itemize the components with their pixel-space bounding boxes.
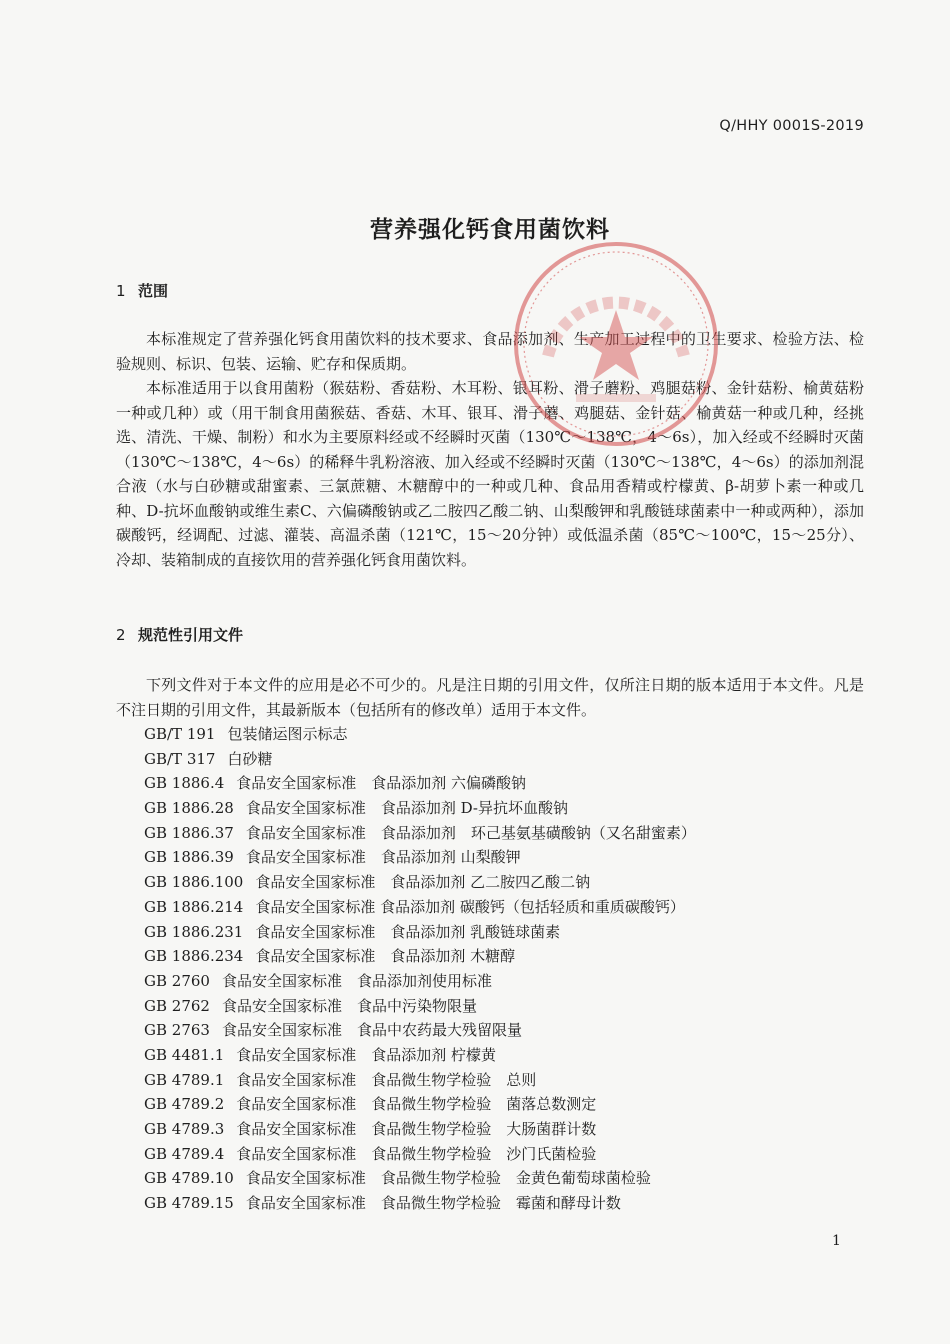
- reference-code: GB/T 317: [144, 749, 216, 768]
- reference-title: 食品安全国家标准 食品微生物学检验 霉菌和酵母计数: [245, 1194, 621, 1213]
- reference-code: GB 4789.15: [144, 1194, 234, 1213]
- reference-title: 食品安全国家标准 食品中农药最大残留限量: [221, 1021, 522, 1040]
- reference-title: 食品安全国家标准 食品添加剂 木糖醇: [255, 947, 516, 966]
- reference-item: [144, 944, 696, 969]
- normative-references-list: [144, 722, 696, 1216]
- reference-title: 食品安全国家标准 食品微生物学检验 金黄色葡萄球菌检验: [245, 1169, 651, 1188]
- reference-code: GB/T 191: [144, 725, 216, 743]
- section-title: 规范性引用文件: [138, 626, 244, 644]
- reference-item: [144, 895, 696, 920]
- reference-code: GB 1886.28: [144, 799, 234, 818]
- reference-title: 食品安全国家标准 食品添加剂使用标准: [221, 971, 492, 990]
- section-2-paragraph-1: 下列文件对于本文件的应用是必不可少的。凡是注日期的引用文件，仅所注日期的版本适用于本文件。凡是不注日期的引用文件，其最新版本（包括所有的修改单）适用于本文件。: [116, 676, 864, 719]
- section-1-heading: [116, 280, 168, 301]
- page-number: 1: [832, 1233, 841, 1249]
- reference-item: [144, 1043, 696, 1068]
- reference-title: 食品安全国家标准 食品微生物学检验 菌落总数测定: [236, 1095, 597, 1114]
- reference-title: 食品安全国家标准 食品微生物学检验 大肠菌群计数: [236, 1120, 597, 1138]
- reference-code: GB 1886.37: [144, 823, 234, 842]
- reference-item: [144, 1117, 696, 1142]
- reference-item: [144, 821, 696, 846]
- reference-item: [144, 994, 696, 1019]
- reference-item: [144, 1092, 696, 1117]
- reference-item: [144, 1166, 696, 1191]
- reference-code: GB 1886.100: [144, 873, 244, 892]
- reference-code: GB 4481.1: [144, 1045, 225, 1064]
- reference-code: GB 4789.2: [144, 1095, 225, 1114]
- reference-code: GB 1886.39: [144, 848, 234, 867]
- reference-title: 白砂糖: [227, 749, 273, 768]
- reference-item: [144, 920, 696, 945]
- reference-title: 食品安全国家标准 食品添加剂 环己基氨基磺酸钠（又名甜蜜素）: [245, 823, 696, 842]
- reference-code: GB 1886.234: [144, 947, 244, 966]
- reference-code: GB 4789.4: [144, 1144, 225, 1163]
- reference-title: 食品安全国家标准 食品微生物学检验 总则: [236, 1070, 537, 1089]
- reference-item: [144, 1068, 696, 1093]
- standard-code: Q/HHY 0001S-2019: [719, 118, 864, 134]
- section-number: 1: [116, 282, 126, 300]
- reference-title: 食品安全国家标准 食品添加剂 碳酸钙（包括轻质和重质碳酸钙）: [255, 897, 685, 916]
- section-number: 2: [116, 626, 126, 644]
- reference-code: GB 4789.10: [144, 1169, 234, 1188]
- reference-item: [144, 1142, 696, 1167]
- reference-title: 食品安全国家标准 食品添加剂 D-异抗坏血酸钠: [245, 799, 568, 818]
- reference-title: 食品安全国家标准 食品添加剂 柠檬黄: [236, 1045, 497, 1064]
- reference-item: [144, 796, 696, 821]
- section-1-paragraph-1: 本标准规定了营养强化钙食用菌饮料的技术要求、食品添加剂、生产加工过程中的卫生要求、检验方法、检验规则、标识、包装、运输、贮存和保质期。: [116, 330, 864, 373]
- reference-item: [144, 870, 696, 895]
- reference-code: GB 2760: [144, 971, 210, 990]
- reference-code: GB 2762: [144, 996, 210, 1015]
- reference-item: [144, 722, 696, 747]
- reference-title: 包装储运图示标志: [227, 725, 348, 743]
- reference-title: 食品安全国家标准 食品微生物学检验 沙门氏菌检验: [236, 1144, 597, 1163]
- reference-code: GB 4789.3: [144, 1120, 225, 1138]
- reference-item: [144, 1018, 696, 1043]
- reference-title: 食品安全国家标准 食品添加剂 六偏磷酸钠: [236, 774, 527, 793]
- reference-item: [144, 1191, 696, 1216]
- reference-code: GB 4789.1: [144, 1070, 225, 1089]
- section-1-paragraph-2: 本标准适用于以食用菌粉（猴菇粉、香菇粉、木耳粉、银耳粉、滑子蘑粉、鸡腿菇粉、金针菇粉、榆黄菇粉一种或几种）或（用干制食用菌猴菇、香菇、木耳、银耳、滑子蘑、鸡腿菇、金针菇、榆黄菇一种或几种，经挑选、清洗、干燥、制粉）和水为主要原料经或不经瞬时灭菌（130℃～138℃，4～6s），加入经或不经瞬时灭菌（130℃～138℃，4～6s）的稀释牛乳粉溶液、加入经或不经瞬时灭菌（130℃～138℃，4～6s）的添加剂混合液（水与白砂糖或甜蜜素、三氯蔗糖、木糖醇中的一种或几种、食品用香精或柠檬黄、β-胡萝卜素一种或几种、D-抗坏血酸钠或维生素C、六偏磷酸钠或乙二胺四乙酸二钠、山梨酸钾和乳酸链球菌素中一种或两种），添加碳酸钙，经调配、过滤、灌装、高温杀菌（121℃，15～20分钟）或低温杀菌（85℃～100℃，15～25分）、冷却、装箱制成的直接饮用的营养强化钙食用菌饮料。: [116, 379, 864, 569]
- star-icon: [579, 310, 653, 380]
- reference-item: [144, 969, 696, 994]
- reference-code: GB 1886.214: [144, 897, 244, 916]
- reference-code: GB 1886.4: [144, 774, 225, 793]
- reference-title: 食品安全国家标准 食品添加剂 山梨酸钾: [245, 848, 521, 867]
- document-title: 营养强化钙食用菌饮料: [370, 217, 610, 243]
- seal-bottom-text-band: [576, 394, 656, 402]
- company-seal-stamp: [510, 238, 722, 450]
- section-2-heading: [116, 624, 243, 645]
- reference-code: GB 2763: [144, 1021, 210, 1040]
- reference-title: 食品安全国家标准 食品添加剂 乳酸链球菌素: [255, 922, 561, 941]
- reference-title: 食品安全国家标准 食品中污染物限量: [221, 996, 477, 1015]
- section-title: 范围: [138, 282, 169, 300]
- reference-item: [144, 845, 696, 870]
- reference-item: [144, 747, 696, 772]
- reference-title: 食品安全国家标准 食品添加剂 乙二胺四乙酸二钠: [255, 873, 591, 892]
- reference-item: [144, 771, 696, 796]
- reference-code: GB 1886.231: [144, 922, 244, 941]
